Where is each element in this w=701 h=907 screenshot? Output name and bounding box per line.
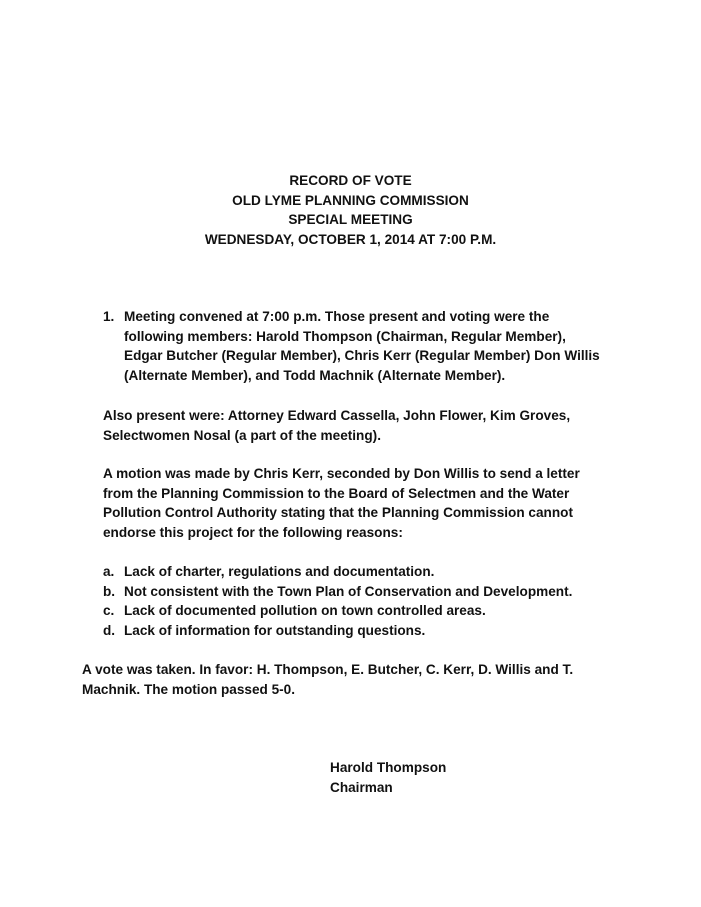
item-1-line: Meeting convened at 7:00 p.m. Those present and voting were the — [124, 309, 550, 324]
item-1-number: 1. — [103, 309, 115, 324]
also-present-line: Also present were: Attorney Edward Cassella, John Flower, Kim Groves, — [103, 408, 571, 423]
item-1-text — [124, 307, 600, 385]
reason-text: Lack of information for outstanding questions. — [124, 622, 426, 638]
signature-block — [330, 758, 446, 797]
motion-line: from the Planning Commission to the Board of Selectmen and the Water — [103, 485, 570, 501]
item-1-line: following members: Harold Thompson (Chairman, Regular Member), — [124, 328, 566, 344]
reason-text: Lack of documented pollution on town controlled areas. — [124, 603, 486, 619]
vote-line: A vote was taken. In favor: H. Thompson, E. Butcher, C. Kerr, D. Willis and T. — [82, 662, 574, 677]
motion-line: Pollution Control Authority stating that the Planning Commission cannot — [103, 505, 573, 521]
vote-paragraph — [82, 660, 573, 699]
reason-letter: d. — [103, 622, 116, 638]
reason-letter: a. — [103, 564, 115, 579]
header-record-of-vote: RECORD OF VOTE — [289, 173, 412, 188]
also-present-paragraph — [103, 406, 570, 445]
header-meeting-date: WEDNESDAY, OCTOBER 1, 2014 AT 7:00 P.M. — [204, 231, 497, 247]
reason-letter: b. — [103, 583, 116, 599]
reason-text: Not consistent with the Town Plan of Conservation and Development. — [124, 583, 573, 599]
signature-title: Chairman — [330, 779, 393, 795]
signature-name: Harold Thompson — [330, 760, 447, 775]
motion-line: endorse this project for the following reasons: — [103, 524, 403, 540]
reason-letter: c. — [103, 603, 115, 619]
header-commission-name: OLD LYME PLANNING COMMISSION — [232, 192, 469, 208]
motion-line: A motion was made by Chris Kerr, seconded by Don Willis to send a letter — [103, 466, 580, 481]
motion-paragraph — [103, 464, 580, 542]
item-1-line: Edgar Butcher (Regular Member), Chris Kerr (Regular Member) Don Willis — [124, 348, 600, 364]
vote-line: Machnik. The motion passed 5-0. — [82, 681, 296, 697]
reason-text: Lack of charter, regulations and documentation. — [124, 564, 435, 579]
document-header — [0, 171, 701, 249]
also-present-line: Selectwomen Nosal (a part of the meeting). — [103, 427, 381, 443]
header-meeting-type: SPECIAL MEETING — [288, 212, 413, 228]
item-1-line: (Alternate Member), and Todd Machnik (Alternate Member). — [124, 367, 506, 383]
